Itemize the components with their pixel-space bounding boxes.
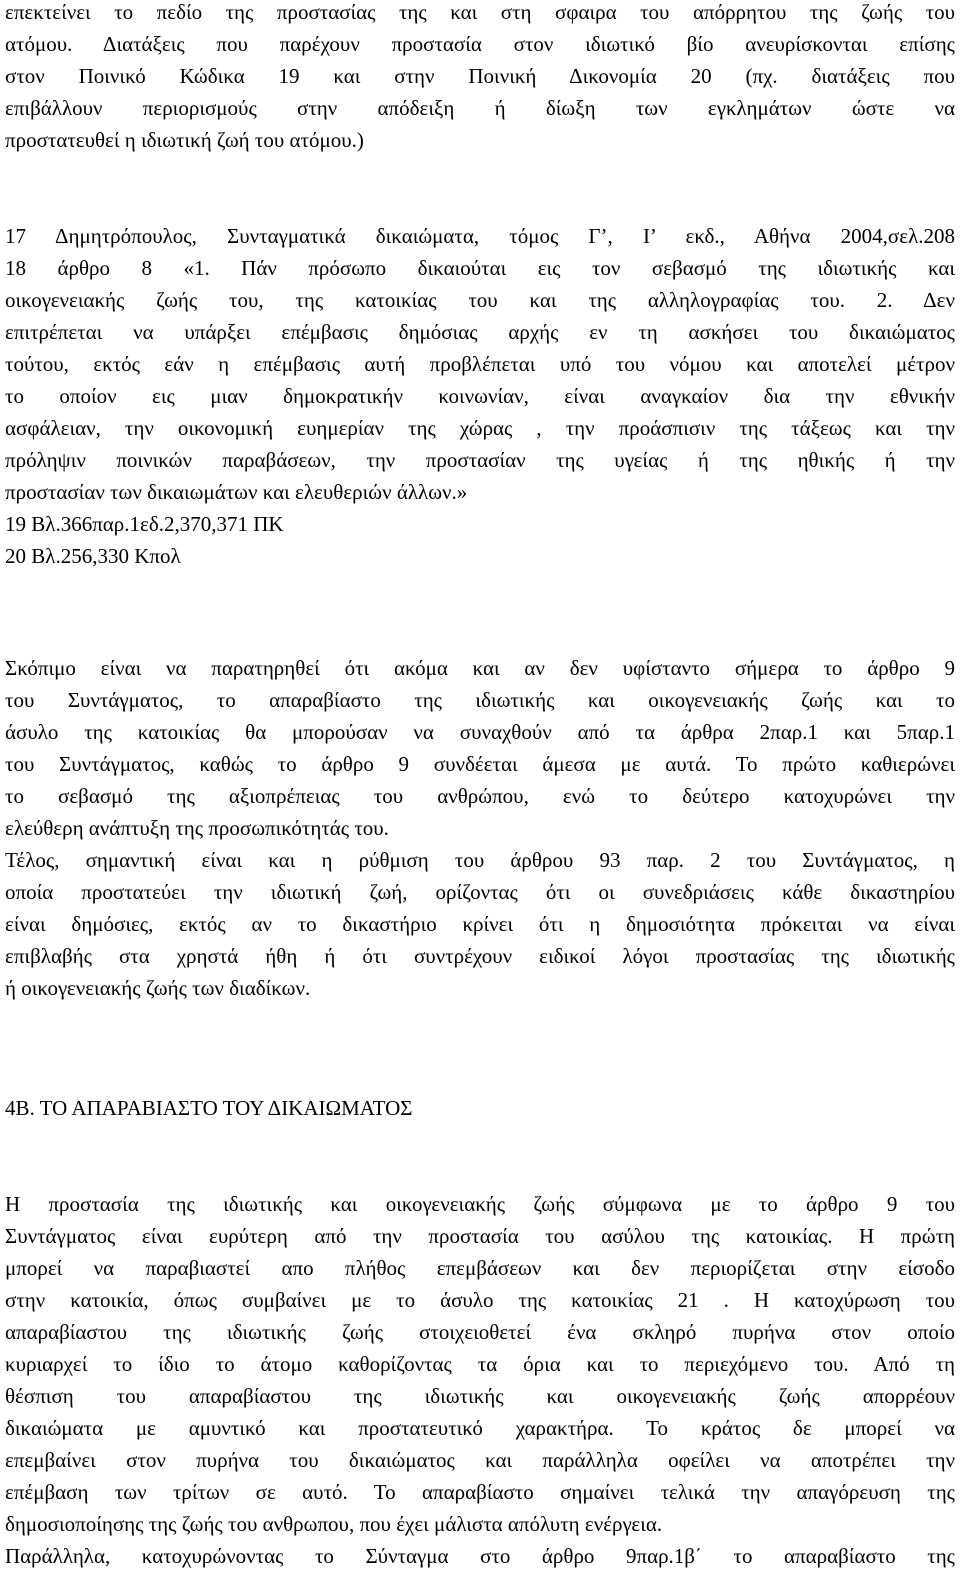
text-line: Σκόπιμο είναι να παρατηρηθεί ότι ακόμα και αν δεν υφίσταντο σήμερα το άρθρο 9 [5,656,955,680]
text-line: του Συντάγματος, το απαραβίαστο της ιδιωτικής και οικογενειακής ζωής και το [5,688,955,712]
footnote-19: 19 Βλ.366παρ.1εδ.2,370,371 ΠΚ [5,512,284,536]
text-line: οικογενειακής ζωής του, της κατοικίας του και της αλληλογραφίας του. 2. Δεν [5,288,955,312]
paragraph-article-9 [5,652,955,1004]
text-line: ελεύθερη ανάπτυξη της προσωπικότητάς του. [5,816,389,840]
text-line: τούτου, εκτός εάν η επέμβασις αυτή προβλέπεται υπό του νόμου και αποτελεί μέτρον [5,352,955,376]
text-line: κυριαρχεί το ίδιο το άτομο καθορίζοντας τα όρια και το περιεχόμενο του. Από τη [5,1352,955,1376]
text-line: Παράλληλα, κατοχυρώνοντας το Σύνταγμα στο άρθρο 9παρ.1β΄ το απαραβίαστο της [5,1544,955,1568]
text-line: επιβλαβής στα χρηστά ήθη ή ότι συντρέχουν ειδικοί λόγοι προστασίας της ιδιωτικής [5,944,955,968]
text-line: στην κατοικία, όπως συμβαίνει με το άσυλο της κατοικίας 21 . Η κατοχύρωση του [5,1288,955,1312]
text-line: δημοσιοποίησης της ζωής του ανθρωπου, που έχει μάλιστα απόλυτη ενέργεια. [5,1512,663,1536]
section-heading: 4Β. ΤΟ ΑΠΑΡΑΒΙΑΣΤΟ ΤΟΥ ΔΙΚΑΙΩΜΑΤΟΣ [5,1096,413,1120]
text-line: ή οικογενειακής ζωής των διαδίκων. [5,976,311,1000]
text-line: επεκτείνει το πεδίο της προστασίας της και στη σφαιρα του απόρρητου της ζωής του [5,0,955,24]
text-line: είναι δημόσιες, εκτός αν το δικαστήριο κρίνει ότι η δημοσιότητα πρόκειται να είναι [5,912,955,936]
text-line: ατόμου. Διατάξεις που παρέχουν προστασία στον ιδιωτικό βίο ανευρίσκονται επίσης [5,32,955,56]
section-heading-block [5,1092,955,1124]
text-line: Συντάγματος είναι ευρύτερη από την προστασία του ασύλου της κατοικίας. Η πρώτη [5,1224,955,1248]
text-line: άσυλο της κατοικίας θα μπορούσαν να συναχθούν από τα άρθρα 2παρ.1 και 5παρ.1 [5,720,955,744]
text-line: θέσπιση του απαραβίαστου της ιδιωτικής και οικογενειακής ζωής απορρέουν [5,1384,955,1408]
text-line: στον Ποινικό Κώδικα 19 και στην Ποινική Δικονομία 20 (πχ. διατάξεις που [5,64,955,88]
text-line: πρόληψιν ποινικών παραβάσεων, την προστασίαν της υγείας ή της ηθικής ή την [5,448,955,472]
intro-paragraph [5,0,955,156]
text-line: Η προστασία της ιδιωτικής και οικογενειακής ζωής σύμφωνα με το άρθρο 9 του [5,1192,955,1216]
footnote-18: 18 άρθρο 8 «1. Πάν πρόσωπο δικαιούται εις τον σεβασμό της ιδιωτικής και [5,256,955,280]
footnotes [5,220,955,572]
text-line: επεμβαίνει στον πυρήνα του δικαιώματος και παράλληλα οφείλει να αποτρέπει την [5,1448,955,1472]
footnote-17: 17 Δημητρόπουλος, Συνταγματικά δικαιώματα, τόμος Γ’, Ι’ εκδ., Αθήνα 2004,σελ.208 [5,224,955,248]
text-line: απαραβίαστου της ιδιωτικής ζωής στοιχειοθετεί ένα σκληρό πυρήνα στον οποίο [5,1320,955,1344]
text-line: οποία προστατεύει την ιδιωτική ζωή, ορίζοντας ότι οι συνεδριάσεις κάθε δικαστηρίου [5,880,955,904]
footnote-20: 20 Βλ.256,330 Κπολ [5,544,181,568]
text-line: Τέλος, σημαντική είναι και η ρύθμιση του άρθρου 93 παρ. 2 του Συντάγματος, η [5,848,955,872]
text-line: το σεβασμό της αξιοπρέπειας του ανθρώπου, ενώ το δεύτερο κατοχυρώνει την [5,784,955,808]
text-line: επέμβαση των τρίτων σε αυτό. Το απαραβίαστο σημαίνει τελικά την απαγόρευση της [5,1480,955,1504]
text-line: το οποίον εις μιαν δημοκρατικήν κοινωνίαν, είναι αναγκαίον δια την εθνικήν [5,384,955,408]
text-line: του Συντάγματος, καθώς το άρθρο 9 συνδέεται άμεσα με αυτά. Το πρώτο καθιερώνει [5,752,955,776]
text-line: μπορεί να παραβιαστεί απο πλήθος επεμβάσεων και δεν περιορίζεται στην είσοδο [5,1256,955,1280]
text-line: επιβάλλουν περιορισμούς στην απόδειξη ή δίωξη των εγκλημάτων ώστε να [5,96,955,120]
paragraph-inviolability [5,1188,955,1572]
text-line: ασφάλειαν, την οικονομική ευημερίαν της χώρας , την προάσπισιν της τάξεως και την [5,416,955,440]
text-line: επιτρέπεται να υπάρξει επέμβασις δημόσιας αρχής εν τη ασκήσει του δικαιώματος [5,320,955,344]
text-line: δικαιώματα με αμυντικό και προστατευτικό χαρακτήρα. Το κράτος δε μπορεί να [5,1416,955,1440]
text-line: προστατευθεί η ιδιωτική ζωή του ατόμου.) [5,128,364,152]
text-line: προστασίαν των δικαιωμάτων και ελευθεριών άλλων.» [5,480,468,504]
